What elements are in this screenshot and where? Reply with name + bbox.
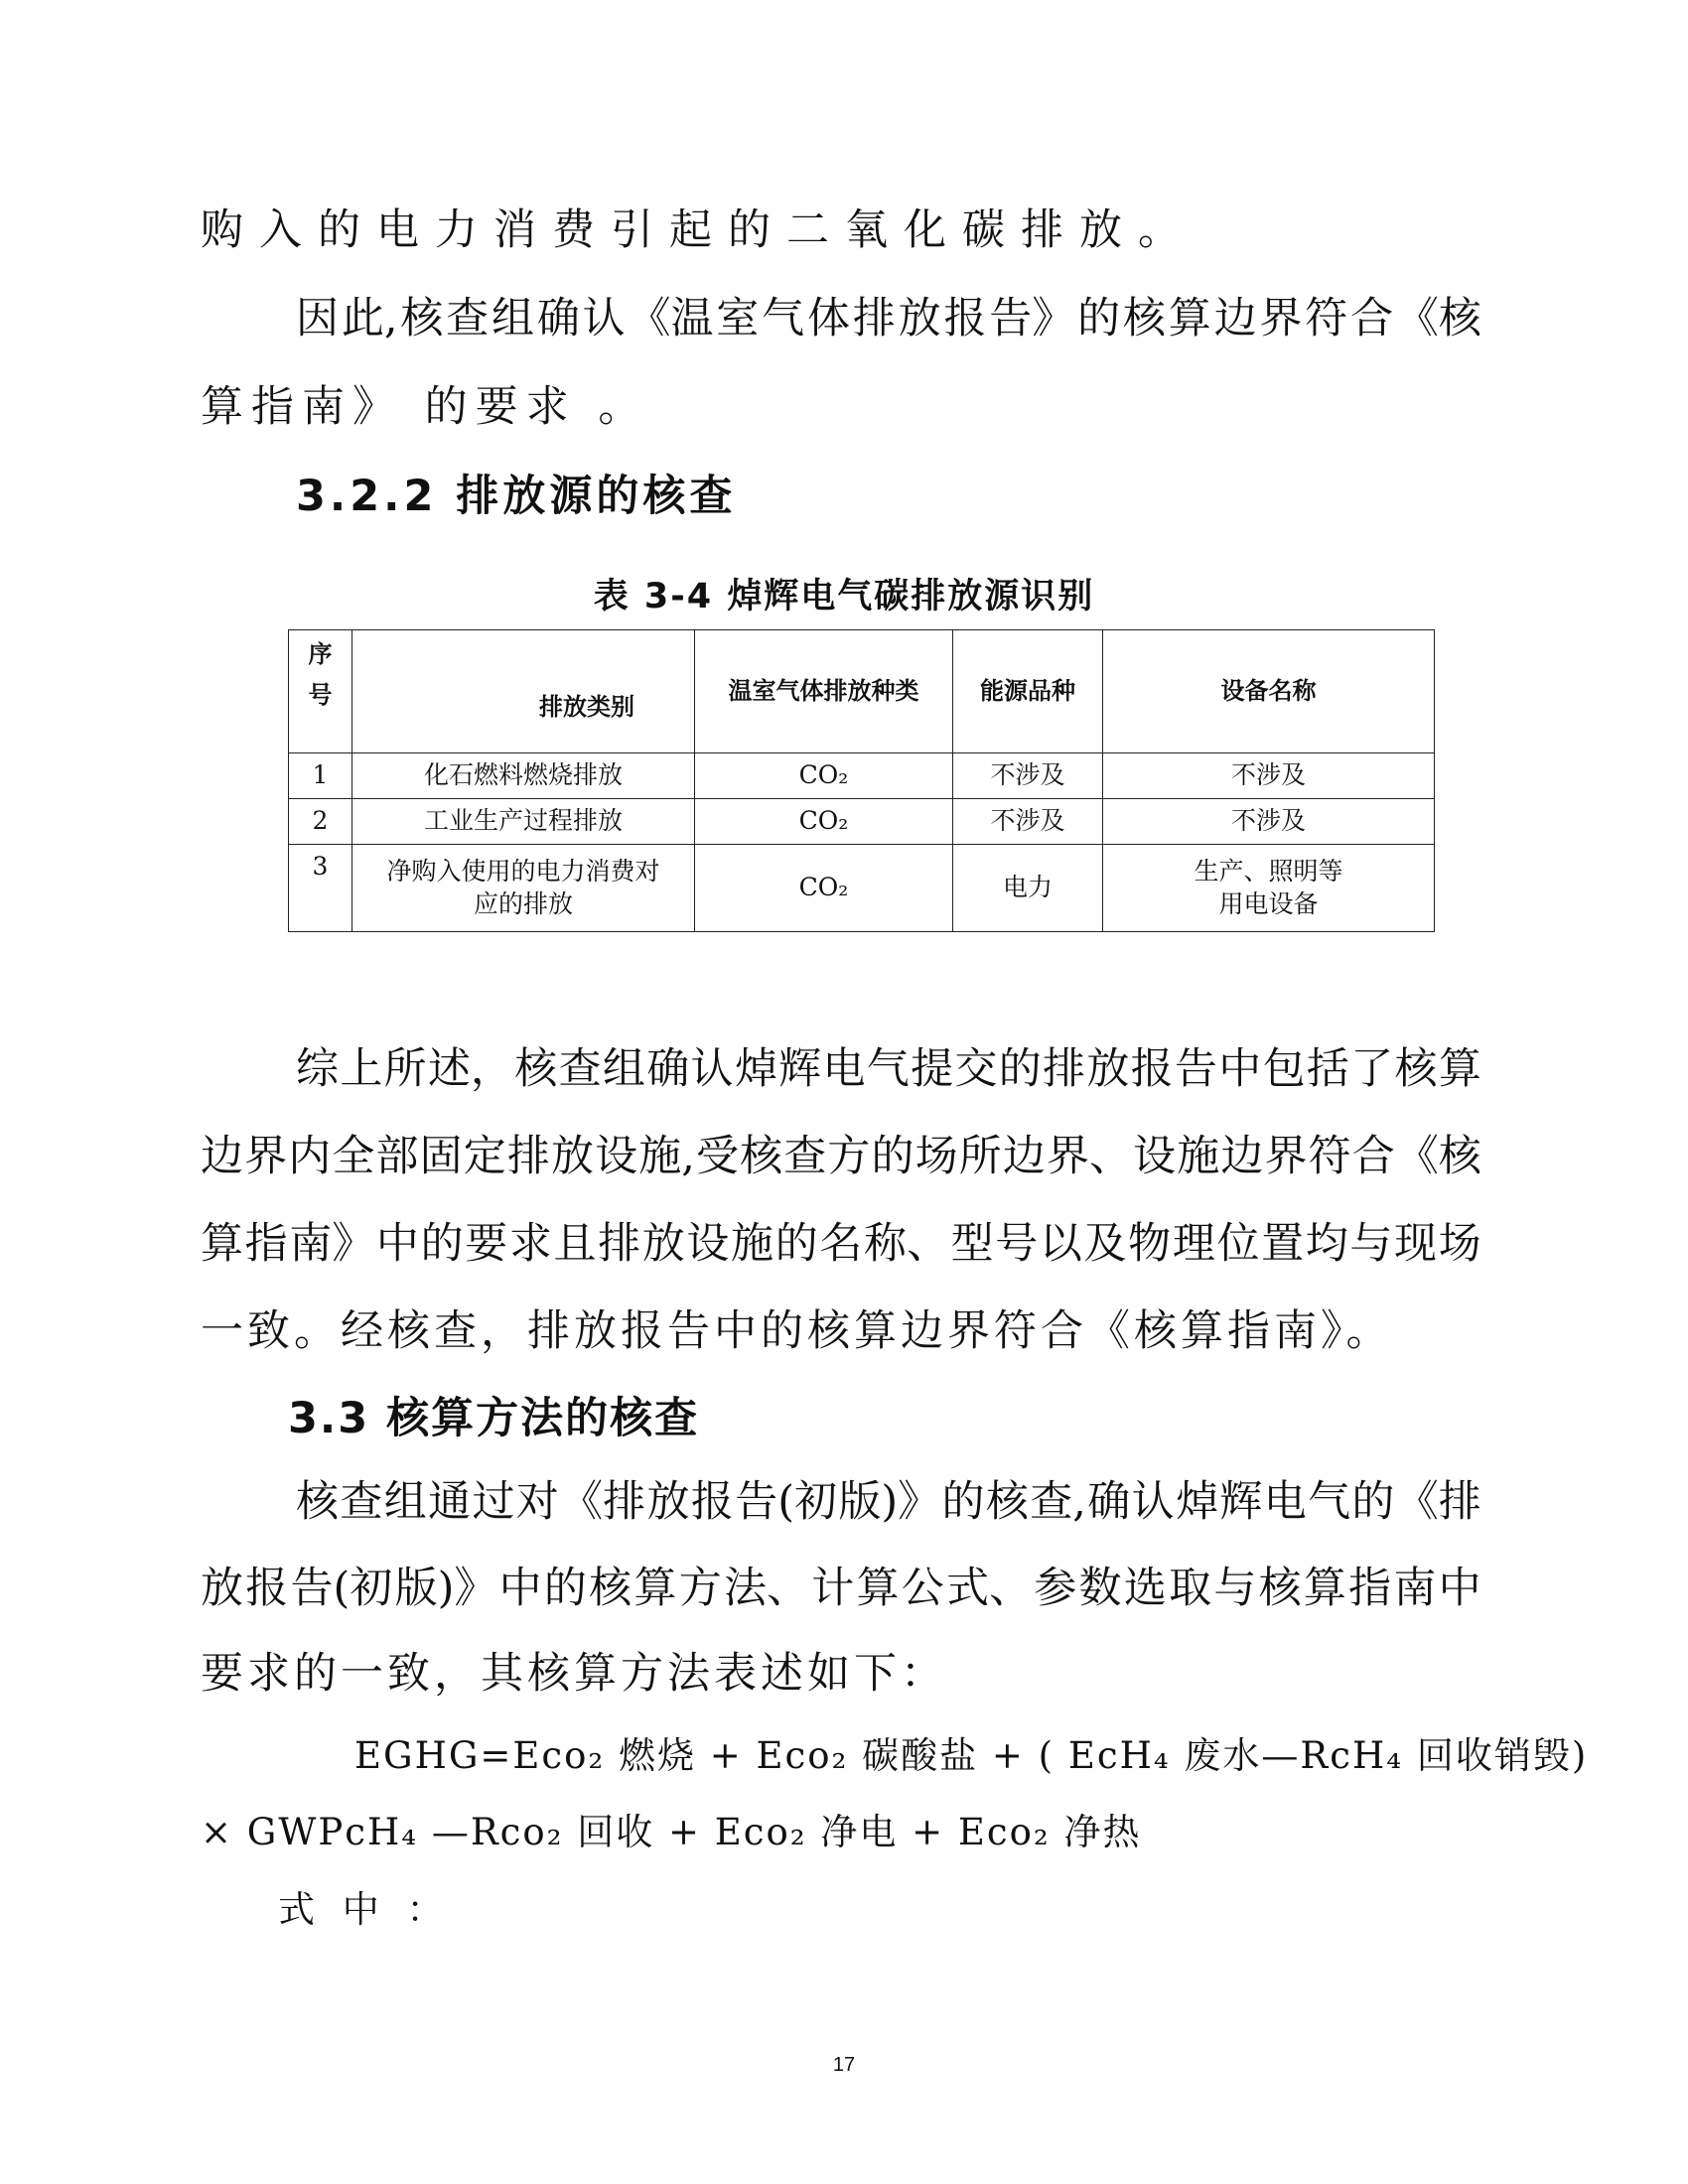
text-glyph: 的 [998,1044,1042,1094]
text-glyph: 查, [1030,1477,1086,1527]
text-glyph: 组 [491,294,534,343]
cell-gas: CO₂ [695,845,953,932]
text-glyph: 费 [552,205,603,255]
text-glyph: 《排 [560,1477,646,1527]
text-glyph: 确 [646,1044,690,1094]
text-glyph: 报 [245,1564,289,1613]
text-glyph: 边 [1213,294,1257,343]
method-line-2 [201,1555,1481,1615]
text-glyph: 碳 [962,205,1013,255]
text-glyph: 所 [958,1132,1002,1181]
text-glyph: 的 [1351,1477,1395,1527]
text-glyph: 引 [611,205,661,255]
table-row [289,753,1435,799]
text-glyph: 《排 [1395,1477,1481,1527]
text-glyph: 《核 [1395,1132,1481,1181]
page-number: 17 [832,2054,856,2076]
text-glyph: 设 [1133,1132,1177,1181]
text-glyph: 电 [822,1044,866,1094]
text-glyph: 放 [1079,205,1130,255]
text-glyph: 核 [740,1132,783,1181]
cell-equipment: 不涉及 [1103,753,1435,799]
text-glyph: 括 [1306,1044,1349,1094]
text-glyph: 室 [716,294,760,343]
text-glyph: 。 [1138,205,1189,255]
text-glyph: 位 [1216,1219,1260,1269]
text-glyph: 认 [690,1044,734,1094]
header-energy: 能源品种 [953,630,1103,753]
cell-gas: CO₂ [695,753,953,799]
text-glyph: 交 [954,1044,998,1094]
text-glyph: 全 [332,1132,375,1181]
cell-equipment [1103,845,1435,932]
text-glyph: 计 [811,1564,855,1613]
text-glyph: 理 [1172,1219,1215,1269]
text-glyph: 力 [435,205,486,255]
cell-category-line-1: 净购入使用的电力消费对 [386,857,660,886]
text-glyph: 放 [646,1477,690,1527]
text-glyph: 放 [201,1564,243,1613]
section-heading-3-3: 3.3 核算方法的核查 [288,1394,700,1443]
text-glyph: 二 [786,205,837,255]
text-glyph: 南 [1393,1564,1437,1613]
text-glyph: 名 [819,1219,863,1269]
text-glyph: 焯 [1175,1477,1218,1527]
text-glyph: 与 [1213,1564,1257,1613]
text-glyph: 《核 [1395,294,1481,343]
text-glyph: 入 [259,205,310,255]
text-glyph: 告 [1174,1044,1217,1094]
formula-line-1: EGHG=Eco₂ 燃烧 + Eco₂ 碳酸盐 + ( EcH₄ 废水—RcH₄ 回收销毁) [354,1734,1589,1777]
text-glyph: 公 [901,1564,944,1613]
cell-category: 化石燃料燃烧排放 [352,753,695,799]
text-glyph: 界、 [1047,1132,1133,1181]
text-glyph: 现 [1394,1219,1438,1269]
text-glyph: 辉 [778,1044,822,1094]
text-glyph: 算 [1168,294,1211,343]
text-glyph: 固 [419,1132,463,1181]
text-glyph: 的 [318,205,368,255]
text-glyph: 符 [1308,1132,1351,1181]
text-glyph: 包 [1262,1044,1306,1094]
text-glyph: 消 [493,205,544,255]
text-glyph: 核 [1122,294,1166,343]
text-glyph: 界 [1259,294,1303,343]
summary-line-2 [201,1123,1481,1183]
text-glyph: 对 [515,1477,559,1527]
text-glyph: 确 [536,294,580,343]
text-glyph: 场 [914,1132,958,1181]
method-line-3: 要求的一致，其核算方法表述如下： [201,1649,947,1699]
text-glyph: 式、 [946,1564,1033,1613]
text-glyph: 起 [669,205,720,255]
text-glyph: 算 [1438,1044,1481,1094]
text-glyph: 中 [1438,1564,1481,1613]
table-caption: 表 3-4 焯辉电气碳排放源识别 [593,577,1095,616]
text-glyph: 施 [731,1219,774,1269]
cell-energy: 电力 [953,845,1103,932]
text-glyph: 数 [1078,1564,1122,1613]
emission-source-table [288,629,1435,932]
text-glyph: 与 [1349,1219,1393,1269]
text-glyph: 《温 [628,294,714,343]
text-glyph: 核 [514,1044,558,1094]
cell-category [352,845,695,932]
text-glyph: 物 [1128,1219,1172,1269]
cell-energy: 不涉及 [953,753,1103,799]
text-glyph: 排 [1021,205,1071,255]
text-glyph: 体 [806,294,850,343]
text-glyph: 选 [1123,1564,1167,1613]
text-glyph: 核 [589,1564,633,1613]
text-glyph: 所 [383,1044,427,1094]
text-glyph: 内 [288,1132,332,1181]
table-row [289,799,1435,845]
text-glyph: 版)》 [394,1564,497,1613]
summary-line-4: 一致。经核查，排放报告中的核算边界符合《核算指南》。 [201,1306,1393,1356]
text-glyph: 排 [852,294,896,343]
text-glyph: 设 [686,1219,730,1269]
text-glyph: 合 [1351,1132,1395,1181]
text-glyph: 法、 [723,1564,809,1613]
text-glyph: 氧 [845,205,896,255]
text-glyph: 核 [1394,1044,1438,1094]
text-glyph: 的 [774,1219,818,1269]
header-index [289,630,352,753]
text-glyph: 受 [696,1132,740,1181]
text-glyph: 界 [1264,1132,1308,1181]
text-glyph: 综 [296,1044,339,1094]
text-glyph: 组 [602,1044,645,1094]
text-glyph: 置 [1261,1219,1305,1269]
text-glyph: 的 [941,1477,985,1527]
text-glyph: 放 [898,294,941,343]
text-glyph: 认 [1131,1477,1175,1527]
section-heading-3-2-2: 3.2.2 排放源的核查 [296,472,737,521]
text-glyph: 告(初 [290,1564,393,1613]
text-glyph: 要 [465,1219,508,1269]
paragraph-2-line-2: 算指南》 的要求 。 [201,382,649,432]
text-glyph: 放 [551,1132,594,1181]
text-glyph: 部 [375,1132,419,1181]
text-glyph: 因 [296,294,339,343]
text-glyph: 查 [558,1044,602,1094]
text-glyph: 算 [1303,1564,1346,1613]
text-glyph: 边 [201,1132,243,1181]
text-glyph: 气 [866,1044,910,1094]
text-glyph: 定 [463,1132,506,1181]
text-glyph: 过 [472,1477,515,1527]
text-glyph: 符 [1305,294,1348,343]
text-glyph: 查 [446,294,490,343]
cell-index: 2 [289,799,352,845]
text-glyph: 方 [827,1132,871,1181]
text-glyph: 排 [598,1219,641,1269]
text-glyph: 组 [383,1477,427,1527]
text-glyph: 的 [1077,294,1121,343]
text-glyph: 边 [1220,1132,1264,1181]
text-glyph: 指 [1348,1564,1392,1613]
text-glyph: 中 [375,1219,419,1269]
text-glyph: 称、 [863,1219,949,1269]
cell-equipment: 不涉及 [1103,799,1435,845]
paragraph-2-line-1 [296,285,1481,345]
cell-energy: 不涉及 [953,799,1103,845]
text-glyph: 求 [508,1219,552,1269]
text-glyph: 版)》 [838,1477,941,1527]
text-glyph: 排 [1043,1044,1085,1094]
header-equipment: 设备名称 [1103,630,1435,753]
summary-line-3 [201,1210,1481,1271]
text-glyph: 算 [633,1564,677,1613]
paragraph-1-line-1 [201,197,1196,257]
text-glyph: 辉 [1219,1477,1263,1527]
text-glyph: 报 [1130,1044,1174,1094]
cell-category: 工业生产过程排放 [352,799,695,845]
text-glyph: 查 [340,1477,383,1527]
text-glyph: 参 [1034,1564,1077,1613]
text-glyph: 放 [1086,1044,1130,1094]
text-glyph: 报 [690,1477,734,1527]
header-index-text: 序号 [308,640,333,709]
cell-index: 1 [289,753,352,799]
text-glyph: 取 [1169,1564,1212,1613]
text-glyph: 场 [1438,1219,1481,1269]
text-glyph: 算 [856,1564,900,1613]
text-glyph: 电 [376,205,427,255]
text-glyph: 合 [1350,294,1394,343]
table-row [289,845,1435,932]
text-glyph: 焯 [734,1044,777,1094]
cell-index: 3 [289,845,352,932]
cell-gas: CO₂ [695,799,953,845]
text-glyph: 界 [244,1132,288,1181]
text-glyph: 边 [1002,1132,1046,1181]
text-glyph: 提 [911,1044,954,1094]
header-category: 排放类别 [352,630,695,753]
text-glyph: 电 [1263,1477,1307,1527]
text-glyph: 购 [201,205,251,255]
summary-line-1 [296,1035,1481,1096]
text-glyph: 上 [340,1044,383,1094]
text-glyph: 设 [595,1132,638,1181]
text-glyph: 核 [985,1477,1029,1527]
text-glyph: 中 [1218,1044,1262,1094]
text-glyph: 核 [296,1477,339,1527]
text-glyph: 排 [506,1132,550,1181]
table-header-row [289,630,1435,753]
text-glyph: 核 [1258,1564,1302,1613]
text-glyph: 放 [641,1219,685,1269]
text-glyph: 了 [1350,1044,1394,1094]
text-glyph: 报 [943,294,987,343]
where-label: 式 中 ： [278,1888,452,1931]
cell-equipment-line-2: 用电设备 [1218,888,1319,918]
text-glyph: 确 [1087,1477,1131,1527]
text-glyph: 通 [428,1477,472,1527]
text-glyph: 号 [995,1219,1039,1269]
text-glyph: 气 [762,294,805,343]
text-glyph: 核 [400,294,444,343]
text-glyph: 指 [244,1219,288,1269]
text-glyph: 中 [498,1564,542,1613]
formula-line-2: × GWPcH₄ —Rco₂ 回收 + Eco₂ 净电 + Eco₂ 净热 [201,1811,1142,1853]
text-glyph: 方 [678,1564,722,1613]
cell-equipment-line-1: 生产、照明等 [1194,857,1343,886]
text-glyph: 的 [871,1132,914,1181]
text-glyph: 施 [1177,1132,1220,1181]
text-glyph: 的 [420,1219,464,1269]
text-glyph: 型 [950,1219,994,1269]
text-glyph: 气 [1308,1477,1351,1527]
text-glyph: 告》 [989,294,1075,343]
text-glyph: 认 [582,294,626,343]
text-glyph: 算 [201,1219,243,1269]
cell-category-line-2: 应的排放 [473,888,573,918]
header-gas: 温室气体排放种类 [695,630,953,753]
text-glyph: 南》 [289,1219,375,1269]
text-glyph: 且 [553,1219,597,1269]
text-glyph: 告(初 [735,1477,838,1527]
text-glyph: 及 [1083,1219,1127,1269]
text-glyph: 施, [638,1132,695,1181]
text-glyph: 述， [427,1044,513,1094]
method-line-1 [296,1468,1481,1529]
text-glyph: 均 [1305,1219,1348,1269]
text-glyph: 以 [1039,1219,1082,1269]
text-glyph: 此, [341,294,398,343]
text-glyph: 的 [728,205,778,255]
text-glyph: 的 [543,1564,587,1613]
text-glyph: 化 [904,205,954,255]
text-glyph: 查 [783,1132,827,1181]
